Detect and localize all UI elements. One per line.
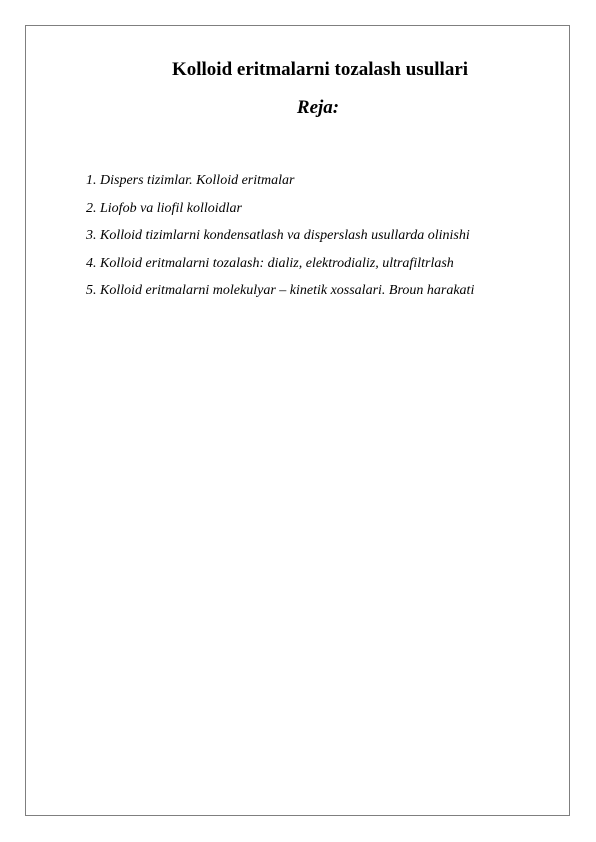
- plan-item: 1. Dispers tizimlar. Kolloid eritmalar: [86, 173, 295, 188]
- plan-item: 5. Kolloid eritmalarni molekulyar – kinetik xossalari. Broun harakati: [86, 283, 475, 298]
- plan-item: 2. Liofob va liofil kolloidlar: [86, 200, 242, 216]
- page-border: [25, 25, 570, 816]
- plan-list: [86, 172, 474, 310]
- plan-heading: Reja:: [296, 97, 340, 118]
- plan-item: 4. Kolloid eritmalarni tozalash: dializ, elektrodializ, ultrafiltrlash: [86, 255, 454, 271]
- document-title: Kolloid eritmalarni tozalash usullari: [171, 59, 469, 80]
- plan-item: 3. Kolloid tizimlarni kondensatlash va disperslash usullarda olinishi: [86, 228, 470, 243]
